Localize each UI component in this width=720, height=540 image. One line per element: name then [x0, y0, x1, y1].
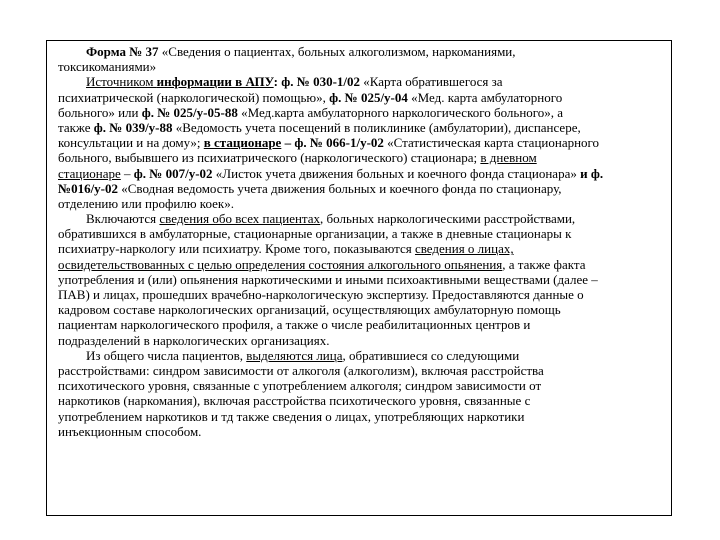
text-line: [58, 241, 678, 256]
text-segment: стационаре: [58, 165, 121, 181]
text-segment: освидетельствованных с целью определения состояния алкогольного опьянения: [58, 256, 503, 272]
text-segment: отделению или профилю коек».: [58, 195, 234, 211]
text-line: [58, 120, 678, 135]
text-segment: –: [120, 165, 134, 181]
text-segment: «Сведения о пациентах, больных алкоголизмом, наркоманиями,: [161, 44, 516, 59]
text-line: [58, 317, 678, 332]
text-segment: ПАВ) и лицах, прошедших врачебно-наркологическую экспертизу. Предоставляются данные о: [58, 287, 584, 302]
text-segment: – ф. № 066-1/у-02: [281, 135, 388, 151]
text-line: [58, 272, 678, 287]
text-line: [58, 226, 678, 241]
text-line: [58, 150, 678, 165]
text-line: [58, 363, 678, 378]
text-line: [58, 333, 678, 348]
text-segment: ф. № 007/у-02: [133, 165, 216, 181]
text-segment: «Мед. карта амбулаторного: [411, 89, 563, 105]
text-segment: «Листок учета движения больных и коечного фонда стационара»: [215, 165, 581, 181]
text-segment: информации в АПУ: [156, 74, 274, 90]
text-line: [58, 348, 678, 363]
text-segment: «Мед.карта амбулаторного наркологического больного», а: [241, 104, 564, 120]
text-segment: расстройствами: синдром зависимости от алкоголя (алкоголизм), включая расстройства: [58, 362, 544, 378]
document-body: [58, 44, 678, 439]
text-line: [58, 135, 678, 150]
text-segment: Источником: [86, 74, 157, 90]
text-segment: «Сводная ведомость учета движения больных и коечного фонда по стационару,: [121, 180, 562, 196]
text-segment: «Ведомость учета посещений в поликлинике (амбулатории), диспансере,: [175, 119, 581, 135]
text-segment: консультации и на дому»;: [58, 135, 204, 151]
text-line: [58, 196, 678, 211]
text-line: [58, 90, 678, 105]
text-segment: токсикоманиями»: [58, 59, 157, 75]
text-line: [58, 257, 678, 272]
text-segment: «Статистическая карта стационарного: [387, 135, 600, 151]
text-segment: выделяются лица: [246, 347, 343, 363]
text-segment: сведения обо всех пациентах: [159, 211, 321, 227]
text-segment: Форма № 37: [86, 44, 162, 59]
text-segment: также: [58, 119, 94, 135]
text-segment: психиатрической (наркологической) помощью»,: [58, 89, 330, 105]
text-segment: Из общего числа пациентов,: [86, 347, 247, 363]
text-segment: ф. № 025/у-04: [329, 89, 412, 105]
text-segment: пациентам наркологического профиля, а также о числе реабилитационных центров и: [58, 317, 531, 333]
text-segment: психотического уровня, связанные с употреблением алкоголя; синдром зависимости от: [58, 378, 542, 394]
text-line: [58, 59, 678, 74]
text-segment: ф. № 039/у-88: [93, 119, 176, 135]
text-segment: кадровом составе наркологических организаций, осуществляющих амбулаторную помощь: [58, 302, 561, 318]
text-line: [58, 393, 678, 408]
text-segment: подразделений в наркологических организациях.: [58, 332, 330, 348]
text-segment: употребления и (или) опьянения наркотическими и иными психоактивными веществами (далее –: [58, 271, 598, 287]
text-segment: и ф.: [580, 165, 604, 181]
text-segment: «Карта обратившегося за: [363, 74, 503, 90]
text-segment: в стационаре: [203, 135, 282, 151]
text-segment: , а также факта: [502, 256, 586, 272]
text-segment: употреблением наркотиков и тд также сведения о лицах, употребляющих наркотики: [58, 408, 525, 424]
text-segment: обратившихся в амбулаторные, стационарные организации, а также в дневные стационары к: [58, 226, 572, 242]
text-segment: :: [273, 74, 282, 90]
text-segment: , обратившиеся со следующими: [342, 347, 520, 363]
text-line: [58, 211, 678, 226]
text-segment: №016/у-02: [58, 180, 122, 196]
text-segment: психиатру-наркологу или психиатру. Кроме того, показываются: [58, 241, 415, 257]
text-line: [58, 105, 678, 120]
text-segment: сведения о лицах,: [414, 241, 514, 257]
text-line: [58, 181, 678, 196]
text-segment: ф. № 025/у-05-88: [141, 104, 242, 120]
text-segment: ф. № 030-1/02: [281, 74, 364, 90]
text-line: [58, 166, 678, 181]
text-segment: инъекционным способом.: [58, 423, 202, 439]
text-line: [58, 287, 678, 302]
text-segment: Включаются: [86, 211, 160, 227]
text-line: [58, 424, 678, 439]
text-segment: в дневном: [480, 150, 537, 166]
text-line: [58, 74, 678, 89]
text-segment: больного, выбывшего из психиатрического (наркологического) стационара;: [58, 150, 481, 166]
text-line: [58, 378, 678, 393]
text-line: [58, 409, 678, 424]
text-segment: , больных наркологическими расстройствами,: [320, 211, 576, 227]
text-line: [58, 302, 678, 317]
text-segment: наркотиков (наркомания), включая расстройства психотического уровня, связанные с: [58, 393, 531, 409]
text-segment: больного» или: [58, 104, 142, 120]
text-line: [58, 44, 678, 59]
